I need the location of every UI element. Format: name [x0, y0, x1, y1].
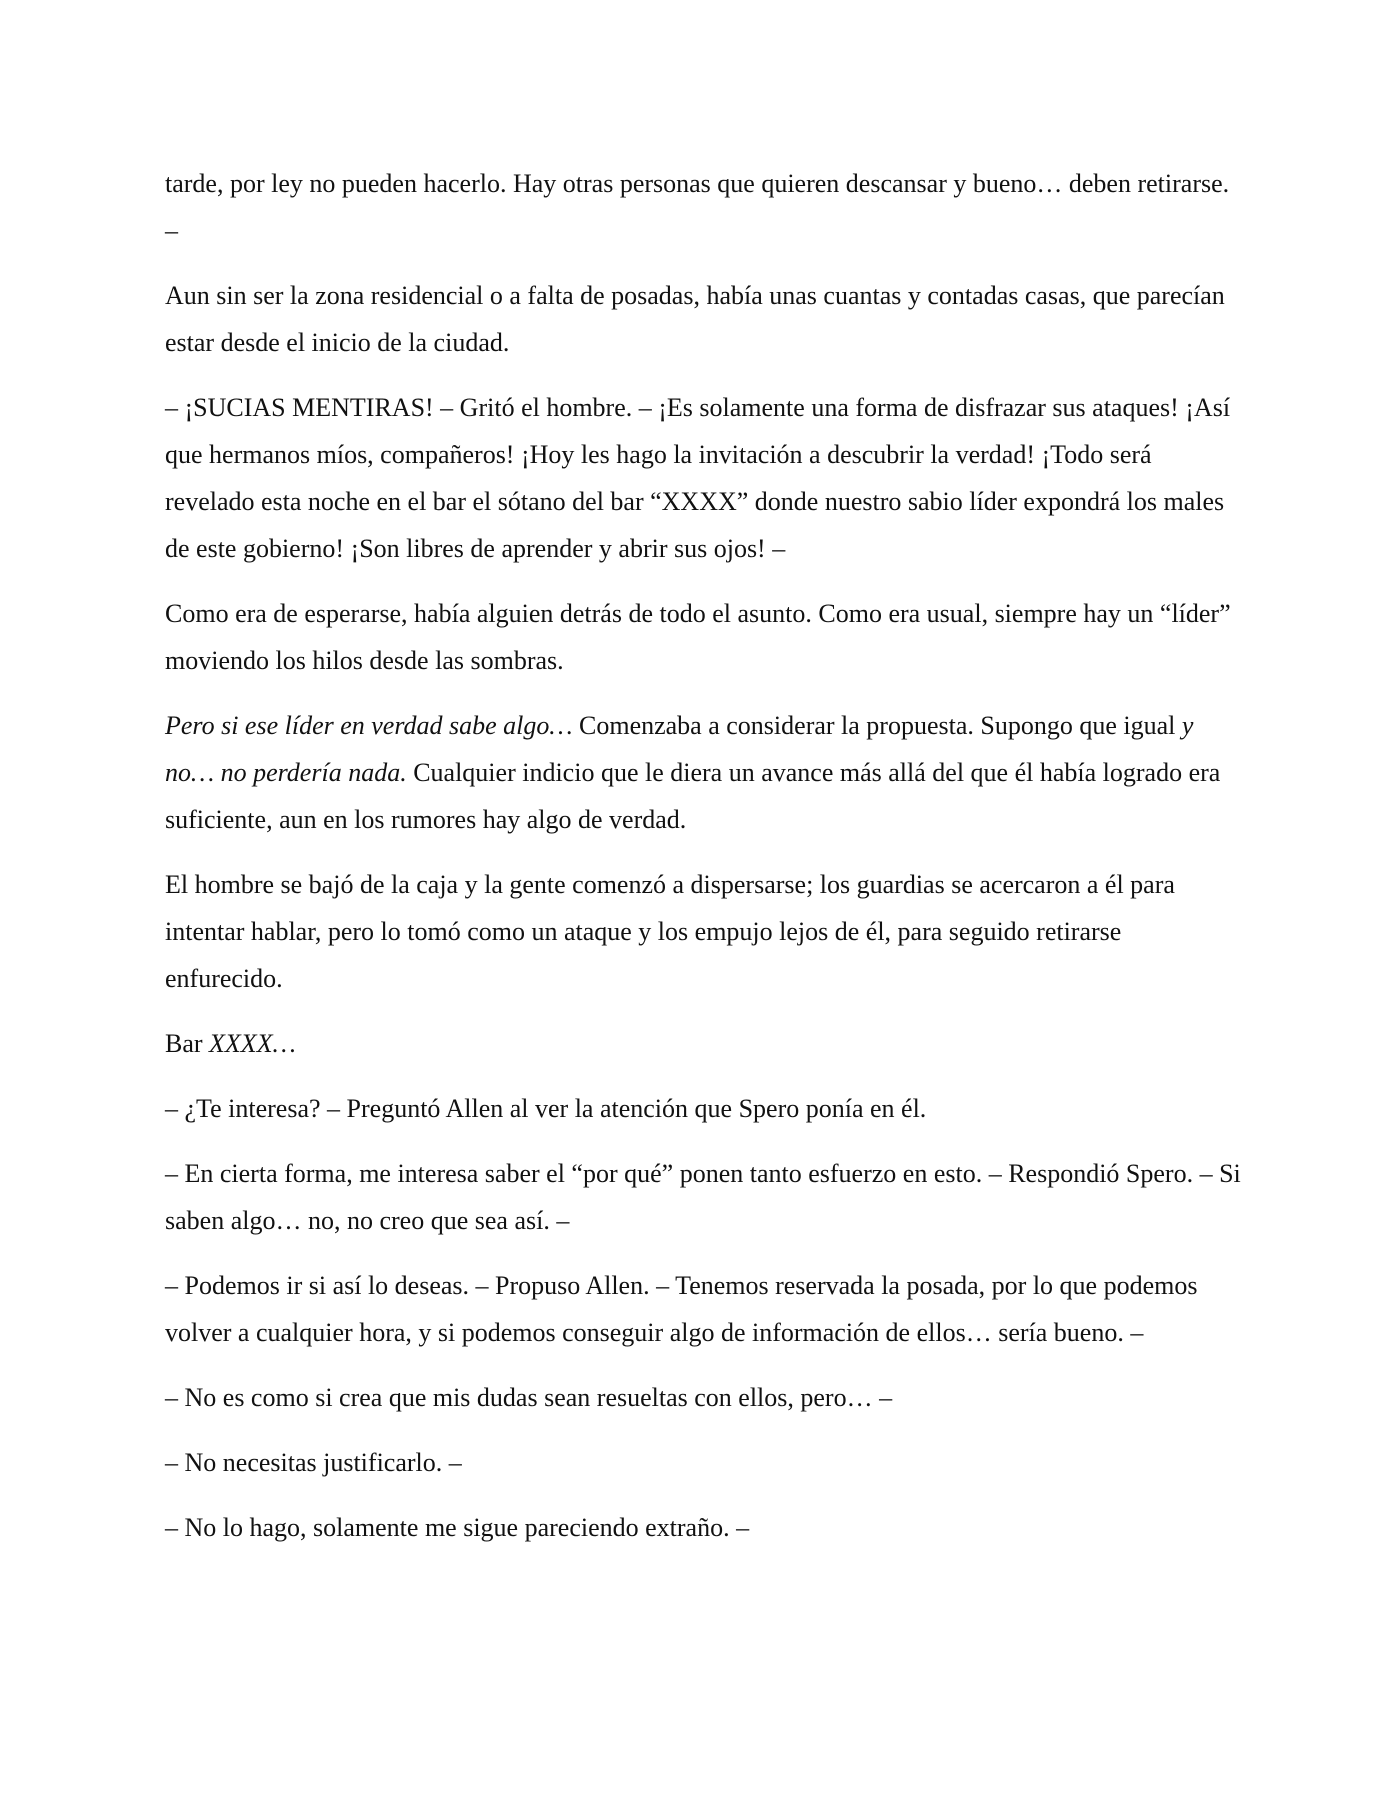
paragraph-text: tarde, por ley no pueden hacerlo. Hay otras personas que quieren descansar y bueno… deben retirarse. – — [165, 169, 1230, 245]
italic-thought: y no… no perdería nada. — [165, 711, 1194, 787]
dialogue-line — [165, 1085, 1245, 1132]
scene-heading — [165, 1020, 1245, 1067]
dialogue-line — [165, 1374, 1245, 1421]
document-page — [165, 160, 1245, 1569]
paragraph-text: – No lo hago, solamente me sigue pareciendo extraño. – — [165, 1513, 750, 1542]
dialogue-line — [165, 1504, 1245, 1551]
paragraph-text: El hombre se bajó de la caja y la gente comenzó a dispersarse; los guardias se acercaron a él para intentar hablar, pero lo tomó como un ataque y los empujo lejos de él, para seguido retirarse enfurecido. — [165, 870, 1175, 993]
paragraph — [165, 861, 1245, 1002]
paragraph — [165, 590, 1245, 684]
italic-thought: Pero si ese líder en verdad sabe algo… — [165, 711, 573, 740]
paragraph-text: Bar — [165, 1029, 210, 1058]
italic-bar-name: XXXX… — [209, 1029, 296, 1058]
dialogue-line — [165, 1262, 1245, 1356]
paragraph-text: Comenzaba a considerar la propuesta. Supongo que igual — [572, 711, 1182, 740]
dialogue-line — [165, 1439, 1245, 1486]
paragraph — [165, 384, 1245, 572]
paragraph-text: Cualquier indicio que le diera un avance más allá del que él había logrado era suficiente, aun en los rumores hay algo de verdad. — [165, 758, 1221, 834]
paragraph-text: Aun sin ser la zona residencial o a falta de posadas, había unas cuantas y contadas casas, que parecían estar desde el inicio de la ciudad. — [165, 281, 1225, 357]
paragraph — [165, 702, 1245, 843]
paragraph — [165, 160, 1245, 254]
paragraph-text: – No necesitas justificarlo. – — [165, 1448, 462, 1477]
paragraph-text: – No es como si crea que mis dudas sean resueltas con ellos, pero… – — [165, 1383, 893, 1412]
dialogue-line — [165, 1150, 1245, 1244]
paragraph-text: – ¡SUCIAS MENTIRAS! – Gritó el hombre. – ¡Es solamente una forma de disfrazar sus ataques! ¡Así que hermanos míos, compañeros! ¡Hoy les hago la invitación a descubrir la verdad! ¡Todo será revelado esta noche en el bar el sótano del bar “XXXX” donde nuestro sabio líder expondrá los males de este gobierno! ¡Son libres de aprender y abrir sus ojos! – — [165, 393, 1231, 563]
paragraph-text: Como era de esperarse, había alguien detrás de todo el asunto. Como era usual, siempre hay un “líder” moviendo los hilos desde las sombras. — [165, 599, 1231, 675]
paragraph-text: – Podemos ir si así lo deseas. – Propuso Allen. – Tenemos reservada la posada, por lo que podemos volver a cualquier hora, y si podemos conseguir algo de información de ellos… sería bueno. – — [165, 1271, 1198, 1347]
paragraph — [165, 272, 1245, 366]
paragraph-text: – En cierta forma, me interesa saber el “por qué” ponen tanto esfuerzo en esto. – Respondió Spero. – Si saben algo… no, no creo que sea así. – — [165, 1159, 1241, 1235]
paragraph-text: – ¿Te interesa? – Preguntó Allen al ver la atención que Spero ponía en él. — [165, 1094, 927, 1123]
